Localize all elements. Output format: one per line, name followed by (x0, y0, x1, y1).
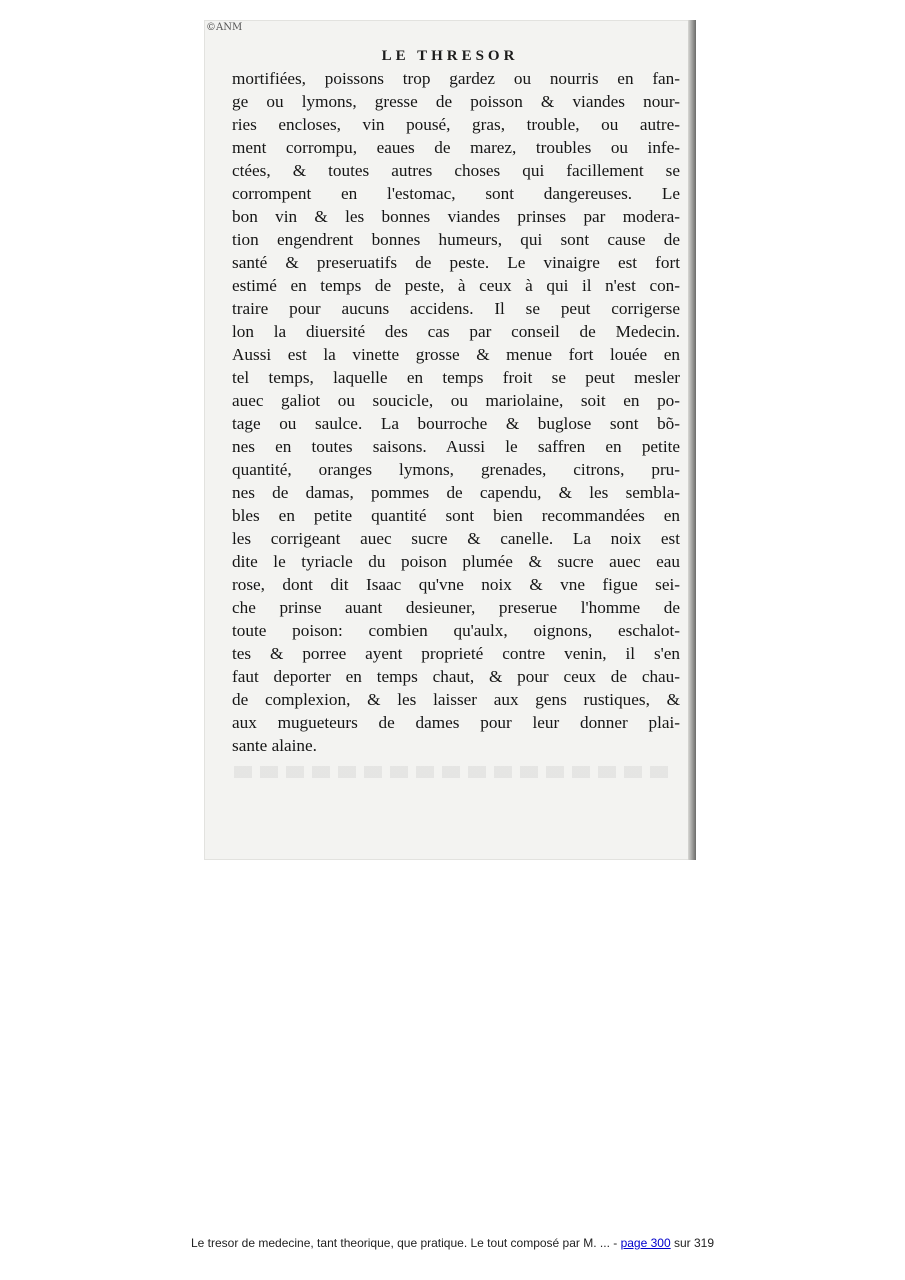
text-line: ge ou lymons, gresse de poisson & viandes nour- (232, 92, 680, 111)
text-line: santé & preseruatifs de peste. Le vinaigre est fort (232, 253, 680, 272)
text-line: faut deporter en temps chaut, & pour ceux de chau- (232, 667, 680, 686)
text-line: dite le tyriacle du poison plumée & sucre auec eau (232, 552, 680, 571)
page-text-block (232, 67, 680, 757)
text-line: tel temps, laquelle en temps froit se peut mesler (232, 368, 680, 387)
text-line: de complexion, & les laisser aux gens rustiques, & (232, 690, 680, 709)
text-line: ctées, & toutes autres choses qui facillement se (232, 161, 680, 180)
text-line: bles en petite quantité sont bien recommandées en (232, 506, 680, 525)
text-line: tes & porree ayent proprieté contre venin, il s'en (232, 644, 680, 663)
text-line: ries encloses, vin pousé, gras, trouble, ou autre- (232, 115, 680, 134)
text-line: tion engendrent bonnes humeurs, qui sont cause de (232, 230, 680, 249)
text-line: corrompent en l'estomac, sont dangereuses. Le (232, 184, 680, 203)
page-edge-shadow (688, 20, 696, 860)
text-line: mortifiées, poissons trop gardez ou nourris en fan- (232, 69, 680, 88)
show-through-bleed (234, 766, 674, 778)
caption-page-count: sur 319 (670, 1236, 714, 1250)
text-line: quantité, oranges lymons, grenades, citrons, pru- (232, 460, 680, 479)
text-line: rose, dont dit Isaac qu'vne noix & vne figue sei- (232, 575, 680, 594)
running-head: LE THRESOR (381, 48, 519, 64)
text-line: sante alaine. (232, 736, 317, 755)
text-line: tage ou saulce. La bourroche & buglose sont bõ- (232, 414, 680, 433)
page-caption (0, 1236, 905, 1250)
text-line: che prinse auant desieuner, preserue l'homme de (232, 598, 680, 617)
text-line: auec galiot ou soucicle, ou mariolaine, soit en po- (232, 391, 680, 410)
text-line: toute poison: combien qu'aulx, oignons, eschalot- (232, 621, 680, 640)
page-link[interactable]: page 300 (620, 1236, 671, 1250)
text-line: traire pour aucuns accidens. Il se peut corrigerse (232, 299, 680, 318)
text-line: les corrigeant auec sucre & canelle. La noix est (232, 529, 680, 548)
caption-title: Le tresor de medecine, tant theorique, que pratique. Le tout composé par M. ... - (190, 1236, 621, 1250)
text-line: nes de damas, pommes de capendu, & les sembla- (232, 483, 680, 502)
text-line: Aussi est la vinette grosse & menue fort louée en (232, 345, 680, 364)
text-line: estimé en temps de peste, à ceux à qui il n'est con- (232, 276, 680, 295)
text-line: nes en toutes saisons. Aussi le saffren en petite (232, 437, 680, 456)
text-line: ment corrompu, eaues de marez, troubles ou infe- (232, 138, 680, 157)
text-line: lon la diuersité des cas par conseil de Medecin. (232, 322, 680, 341)
watermark: ©ANM (206, 22, 243, 33)
text-line: aux mugueteurs de dames pour leur donner plai- (232, 713, 680, 732)
text-line: bon vin & les bonnes viandes prinses par modera- (232, 207, 680, 226)
scanned-page-image (204, 20, 696, 860)
